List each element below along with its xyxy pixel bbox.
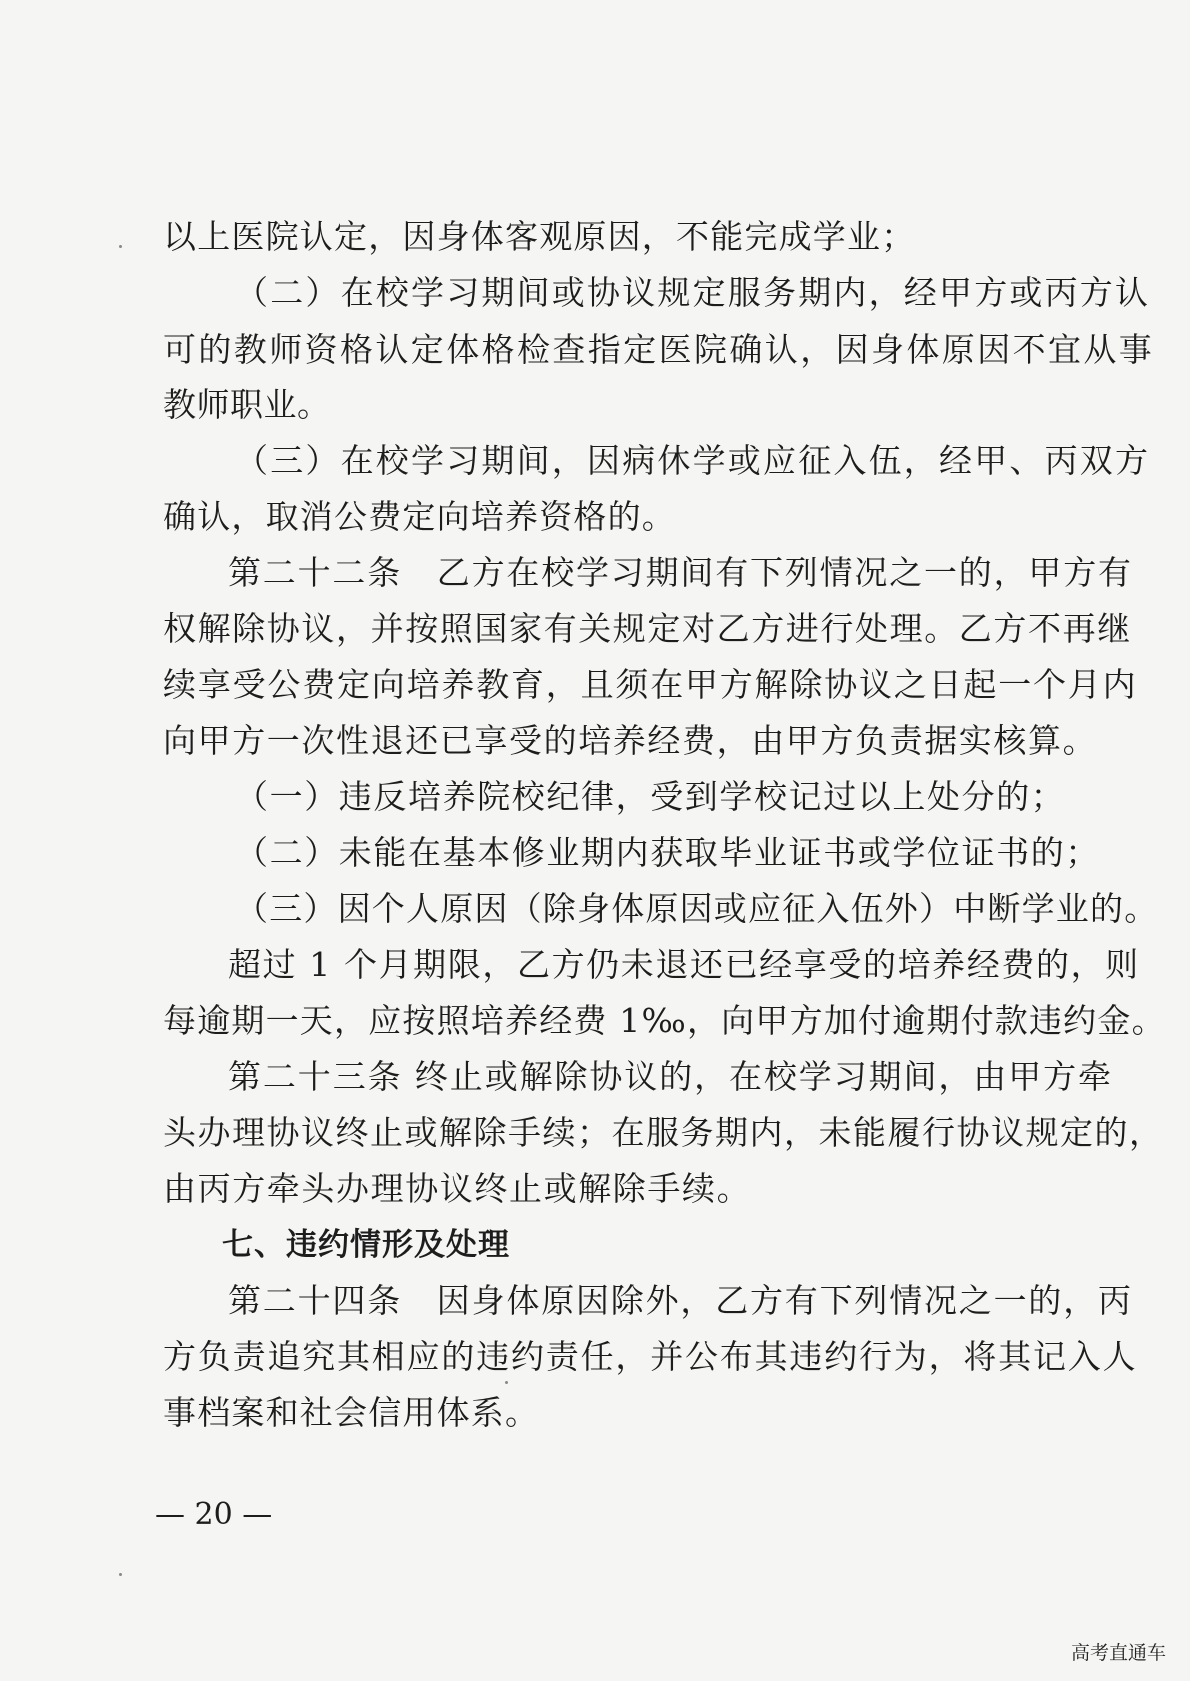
- text-line: 头办理协议终止或解除手续；在服务期内，未能履行协议规定的，: [163, 1113, 1164, 1152]
- scan-speck: [505, 1381, 508, 1384]
- text-line: 事档案和社会信用体系。: [163, 1393, 540, 1432]
- text-line: 教师职业。: [163, 385, 331, 424]
- list-item: （三）因个人原因（除身体原因或应征入伍外）中断学业的。: [235, 889, 1159, 928]
- text-line: 权解除协议，并按照国家有关规定对乙方进行处理。乙方不再继: [163, 609, 1132, 648]
- article-22-heading-line: 第二十二条 乙方在校学习期间有下列情况之一的，甲方有: [228, 553, 1133, 592]
- section-heading: 七、违约情形及处理: [222, 1227, 510, 1263]
- list-item: （二）未能在基本修业期内获取毕业证书或学位证书的；: [235, 833, 1100, 872]
- watermark-text: 高考直通车: [1070, 1642, 1166, 1664]
- page-number: — 20 —: [155, 1497, 273, 1532]
- text-line: （二）在校学习期间或协议规定服务期内，经甲方或丙方认: [235, 273, 1151, 312]
- text-line: 由丙方牵头办理协议终止或解除手续。: [163, 1169, 752, 1208]
- article-24-heading-line: 第二十四条 因身体原因除外，乙方有下列情况之一的，丙: [228, 1281, 1133, 1320]
- scan-speck: [119, 245, 122, 248]
- text-line: 确认，取消公费定向培养资格的。: [163, 497, 676, 536]
- text-line: （三）在校学习期间，因病休学或应征入伍，经甲、丙双方: [235, 441, 1151, 480]
- list-item: （一）违反培养院校纪律，受到学校记过以上处分的；: [235, 777, 1066, 816]
- text-line: 以上医院认定，因身体客观原因，不能完成学业；: [163, 217, 916, 256]
- text-line: 每逾期一天，应按照培养经费 1‰，向甲方加付逾期付款违约金。: [163, 1001, 1166, 1040]
- scan-speck: [119, 1573, 122, 1576]
- text-line: 方负责追究其相应的违约责任，并公布其违约行为，将其记入人: [163, 1337, 1138, 1376]
- article-23-heading-line: 第二十三条 终止或解除协议的，在校学习期间，由甲方牵: [228, 1057, 1113, 1096]
- text-line: 可的教师资格认定体格检查指定医院确认，因身体原因不宜从事: [163, 330, 1155, 369]
- text-line: 向甲方一次性退还已享受的培养经费，由甲方负责据实核算。: [163, 721, 1098, 760]
- text-line: 超过 1 个月期限，乙方仍未退还已经享受的培养经费的，则: [228, 945, 1140, 984]
- text-line: 续享受公费定向培养教育，且须在甲方解除协议之日起一个月内: [163, 665, 1138, 704]
